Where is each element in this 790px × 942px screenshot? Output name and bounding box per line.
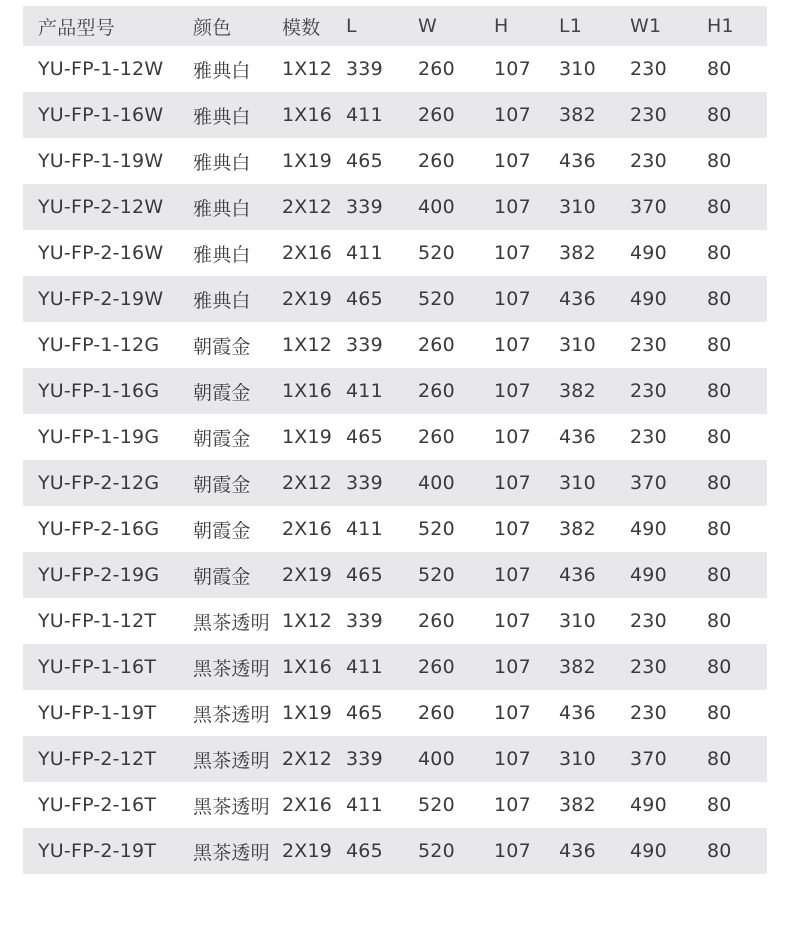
cell-color: 雅典白 <box>193 243 251 266</box>
header-h: H <box>494 15 509 37</box>
cell-color: 雅典白 <box>193 59 251 82</box>
cell-l: 339 <box>346 334 383 356</box>
cell-model: YU-FP-2-19T <box>38 840 157 862</box>
table-row <box>23 46 767 92</box>
cell-w: 520 <box>418 840 455 862</box>
cell-w1: 230 <box>630 702 667 724</box>
header-modules: 模数 <box>282 16 321 39</box>
cell-modules: 1X16 <box>282 656 333 678</box>
cell-w: 260 <box>418 104 455 126</box>
cell-modules: 1X19 <box>282 150 333 172</box>
table-row <box>23 322 767 368</box>
cell-model: YU-FP-2-16W <box>38 242 164 264</box>
table-row <box>23 230 767 276</box>
table-row <box>23 414 767 460</box>
cell-w: 260 <box>418 150 455 172</box>
cell-w1: 490 <box>630 794 667 816</box>
table-row <box>23 138 767 184</box>
cell-model: YU-FP-1-12W <box>38 58 164 80</box>
cell-model: YU-FP-1-19W <box>38 150 164 172</box>
cell-l: 339 <box>346 748 383 770</box>
cell-model: YU-FP-1-16W <box>38 104 164 126</box>
cell-modules: 1X16 <box>282 380 333 402</box>
cell-h1: 80 <box>707 426 732 448</box>
cell-h1: 80 <box>707 104 732 126</box>
cell-w: 400 <box>418 196 455 218</box>
table-body <box>23 46 767 874</box>
cell-w1: 230 <box>630 334 667 356</box>
cell-model: YU-FP-1-12G <box>38 334 160 356</box>
cell-color: 雅典白 <box>193 151 251 174</box>
cell-l: 339 <box>346 610 383 632</box>
cell-w1: 490 <box>630 242 667 264</box>
cell-h1: 80 <box>707 380 732 402</box>
cell-h1: 80 <box>707 518 732 540</box>
cell-h: 107 <box>494 196 531 218</box>
cell-color: 朝霞金 <box>193 335 251 358</box>
cell-w1: 370 <box>630 196 667 218</box>
cell-l: 465 <box>346 426 383 448</box>
cell-l: 411 <box>346 242 383 264</box>
cell-w: 260 <box>418 426 455 448</box>
cell-modules: 2X16 <box>282 794 333 816</box>
cell-l1: 310 <box>559 196 596 218</box>
cell-h1: 80 <box>707 334 732 356</box>
table-row <box>23 460 767 506</box>
cell-model: YU-FP-2-19W <box>38 288 164 310</box>
cell-color: 黑茶透明 <box>193 795 270 818</box>
cell-w1: 370 <box>630 748 667 770</box>
cell-color: 朝霞金 <box>193 381 251 404</box>
cell-l1: 310 <box>559 334 596 356</box>
cell-w: 260 <box>418 58 455 80</box>
cell-l1: 382 <box>559 242 596 264</box>
cell-modules: 1X19 <box>282 426 333 448</box>
cell-l: 465 <box>346 702 383 724</box>
cell-model: YU-FP-2-16G <box>38 518 160 540</box>
cell-l1: 310 <box>559 610 596 632</box>
cell-modules: 2X19 <box>282 564 333 586</box>
table-row <box>23 92 767 138</box>
cell-h1: 80 <box>707 564 732 586</box>
cell-w: 520 <box>418 794 455 816</box>
cell-l1: 436 <box>559 564 596 586</box>
cell-h1: 80 <box>707 840 732 862</box>
cell-model: YU-FP-1-16G <box>38 380 160 402</box>
cell-h: 107 <box>494 426 531 448</box>
cell-modules: 2X12 <box>282 748 333 770</box>
cell-l: 339 <box>346 196 383 218</box>
cell-w1: 230 <box>630 656 667 678</box>
cell-l: 465 <box>346 150 383 172</box>
cell-h: 107 <box>494 656 531 678</box>
cell-h1: 80 <box>707 288 732 310</box>
cell-l: 465 <box>346 564 383 586</box>
cell-color: 黑茶透明 <box>193 841 270 864</box>
cell-h: 107 <box>494 472 531 494</box>
header-w: W <box>418 15 437 37</box>
cell-modules: 2X16 <box>282 242 333 264</box>
cell-modules: 2X12 <box>282 196 333 218</box>
cell-l1: 382 <box>559 104 596 126</box>
cell-l: 411 <box>346 656 383 678</box>
cell-h1: 80 <box>707 242 732 264</box>
header-l1: L1 <box>559 15 583 37</box>
cell-l1: 436 <box>559 150 596 172</box>
cell-h1: 80 <box>707 150 732 172</box>
cell-w1: 230 <box>630 426 667 448</box>
cell-h: 107 <box>494 518 531 540</box>
cell-w: 520 <box>418 518 455 540</box>
cell-l: 339 <box>346 58 383 80</box>
cell-model: YU-FP-1-19T <box>38 702 157 724</box>
cell-h1: 80 <box>707 656 732 678</box>
cell-h: 107 <box>494 748 531 770</box>
cell-color: 朝霞金 <box>193 565 251 588</box>
cell-model: YU-FP-2-12G <box>38 472 160 494</box>
cell-h1: 80 <box>707 748 732 770</box>
cell-color: 黑茶透明 <box>193 703 270 726</box>
cell-l1: 310 <box>559 58 596 80</box>
cell-l1: 382 <box>559 794 596 816</box>
cell-h: 107 <box>494 610 531 632</box>
cell-w1: 490 <box>630 564 667 586</box>
cell-h: 107 <box>494 104 531 126</box>
header-w1: W1 <box>630 15 662 37</box>
cell-w: 260 <box>418 380 455 402</box>
cell-l1: 382 <box>559 380 596 402</box>
cell-l: 411 <box>346 794 383 816</box>
header-l: L <box>346 15 357 37</box>
cell-h: 107 <box>494 794 531 816</box>
cell-w: 260 <box>418 702 455 724</box>
table-row <box>23 184 767 230</box>
cell-w: 520 <box>418 564 455 586</box>
cell-color: 朝霞金 <box>193 427 251 450</box>
cell-model: YU-FP-1-19G <box>38 426 160 448</box>
cell-h: 107 <box>494 334 531 356</box>
cell-h: 107 <box>494 288 531 310</box>
cell-w1: 230 <box>630 58 667 80</box>
cell-h: 107 <box>494 380 531 402</box>
cell-l1: 436 <box>559 288 596 310</box>
cell-color: 黑茶透明 <box>193 749 270 772</box>
cell-modules: 2X19 <box>282 288 333 310</box>
cell-w1: 490 <box>630 518 667 540</box>
cell-w: 260 <box>418 656 455 678</box>
cell-h1: 80 <box>707 702 732 724</box>
cell-color: 雅典白 <box>193 289 251 312</box>
cell-l1: 436 <box>559 840 596 862</box>
cell-color: 黑茶透明 <box>193 657 270 680</box>
cell-w: 520 <box>418 288 455 310</box>
header-model: 产品型号 <box>38 16 115 39</box>
cell-modules: 1X12 <box>282 334 333 356</box>
cell-w1: 230 <box>630 380 667 402</box>
cell-l: 411 <box>346 380 383 402</box>
cell-model: YU-FP-2-12W <box>38 196 164 218</box>
header-h1: H1 <box>707 15 734 37</box>
cell-h1: 80 <box>707 196 732 218</box>
cell-h1: 80 <box>707 794 732 816</box>
cell-color: 黑茶透明 <box>193 611 270 634</box>
cell-l1: 310 <box>559 472 596 494</box>
cell-h: 107 <box>494 564 531 586</box>
cell-w1: 230 <box>630 610 667 632</box>
cell-l: 465 <box>346 288 383 310</box>
header-color: 颜色 <box>193 16 232 39</box>
table-row <box>23 782 767 828</box>
cell-h: 107 <box>494 58 531 80</box>
cell-h1: 80 <box>707 472 732 494</box>
cell-l: 411 <box>346 518 383 540</box>
cell-modules: 2X16 <box>282 518 333 540</box>
cell-h: 107 <box>494 840 531 862</box>
table-row <box>23 736 767 782</box>
cell-h1: 80 <box>707 610 732 632</box>
cell-model: YU-FP-2-12T <box>38 748 157 770</box>
table-row <box>23 690 767 736</box>
table-header-row <box>23 6 767 46</box>
cell-l1: 436 <box>559 702 596 724</box>
cell-h: 107 <box>494 702 531 724</box>
table-row <box>23 644 767 690</box>
table-row <box>23 276 767 322</box>
cell-w1: 370 <box>630 472 667 494</box>
cell-l: 465 <box>346 840 383 862</box>
cell-modules: 1X12 <box>282 610 333 632</box>
cell-model: YU-FP-2-19G <box>38 564 160 586</box>
cell-w: 260 <box>418 334 455 356</box>
cell-l1: 436 <box>559 426 596 448</box>
cell-h: 107 <box>494 242 531 264</box>
cell-l: 411 <box>346 104 383 126</box>
cell-model: YU-FP-1-16T <box>38 656 157 678</box>
cell-modules: 2X12 <box>282 472 333 494</box>
cell-w: 400 <box>418 472 455 494</box>
cell-h: 107 <box>494 150 531 172</box>
cell-color: 雅典白 <box>193 197 251 220</box>
cell-w1: 230 <box>630 104 667 126</box>
table-row <box>23 506 767 552</box>
cell-h1: 80 <box>707 58 732 80</box>
cell-w: 260 <box>418 610 455 632</box>
cell-modules: 1X16 <box>282 104 333 126</box>
cell-w: 400 <box>418 748 455 770</box>
cell-color: 朝霞金 <box>193 519 251 542</box>
cell-l1: 382 <box>559 518 596 540</box>
cell-l1: 310 <box>559 748 596 770</box>
cell-l1: 382 <box>559 656 596 678</box>
cell-modules: 1X19 <box>282 702 333 724</box>
cell-modules: 2X19 <box>282 840 333 862</box>
spec-table <box>23 6 767 874</box>
table-row <box>23 552 767 598</box>
cell-color: 雅典白 <box>193 105 251 128</box>
cell-w: 520 <box>418 242 455 264</box>
table-row <box>23 598 767 644</box>
cell-color: 朝霞金 <box>193 473 251 496</box>
cell-model: YU-FP-2-16T <box>38 794 157 816</box>
cell-modules: 1X12 <box>282 58 333 80</box>
cell-w1: 230 <box>630 150 667 172</box>
cell-w1: 490 <box>630 840 667 862</box>
cell-w1: 490 <box>630 288 667 310</box>
cell-l: 339 <box>346 472 383 494</box>
cell-model: YU-FP-1-12T <box>38 610 157 632</box>
table-row <box>23 368 767 414</box>
table-row <box>23 828 767 874</box>
